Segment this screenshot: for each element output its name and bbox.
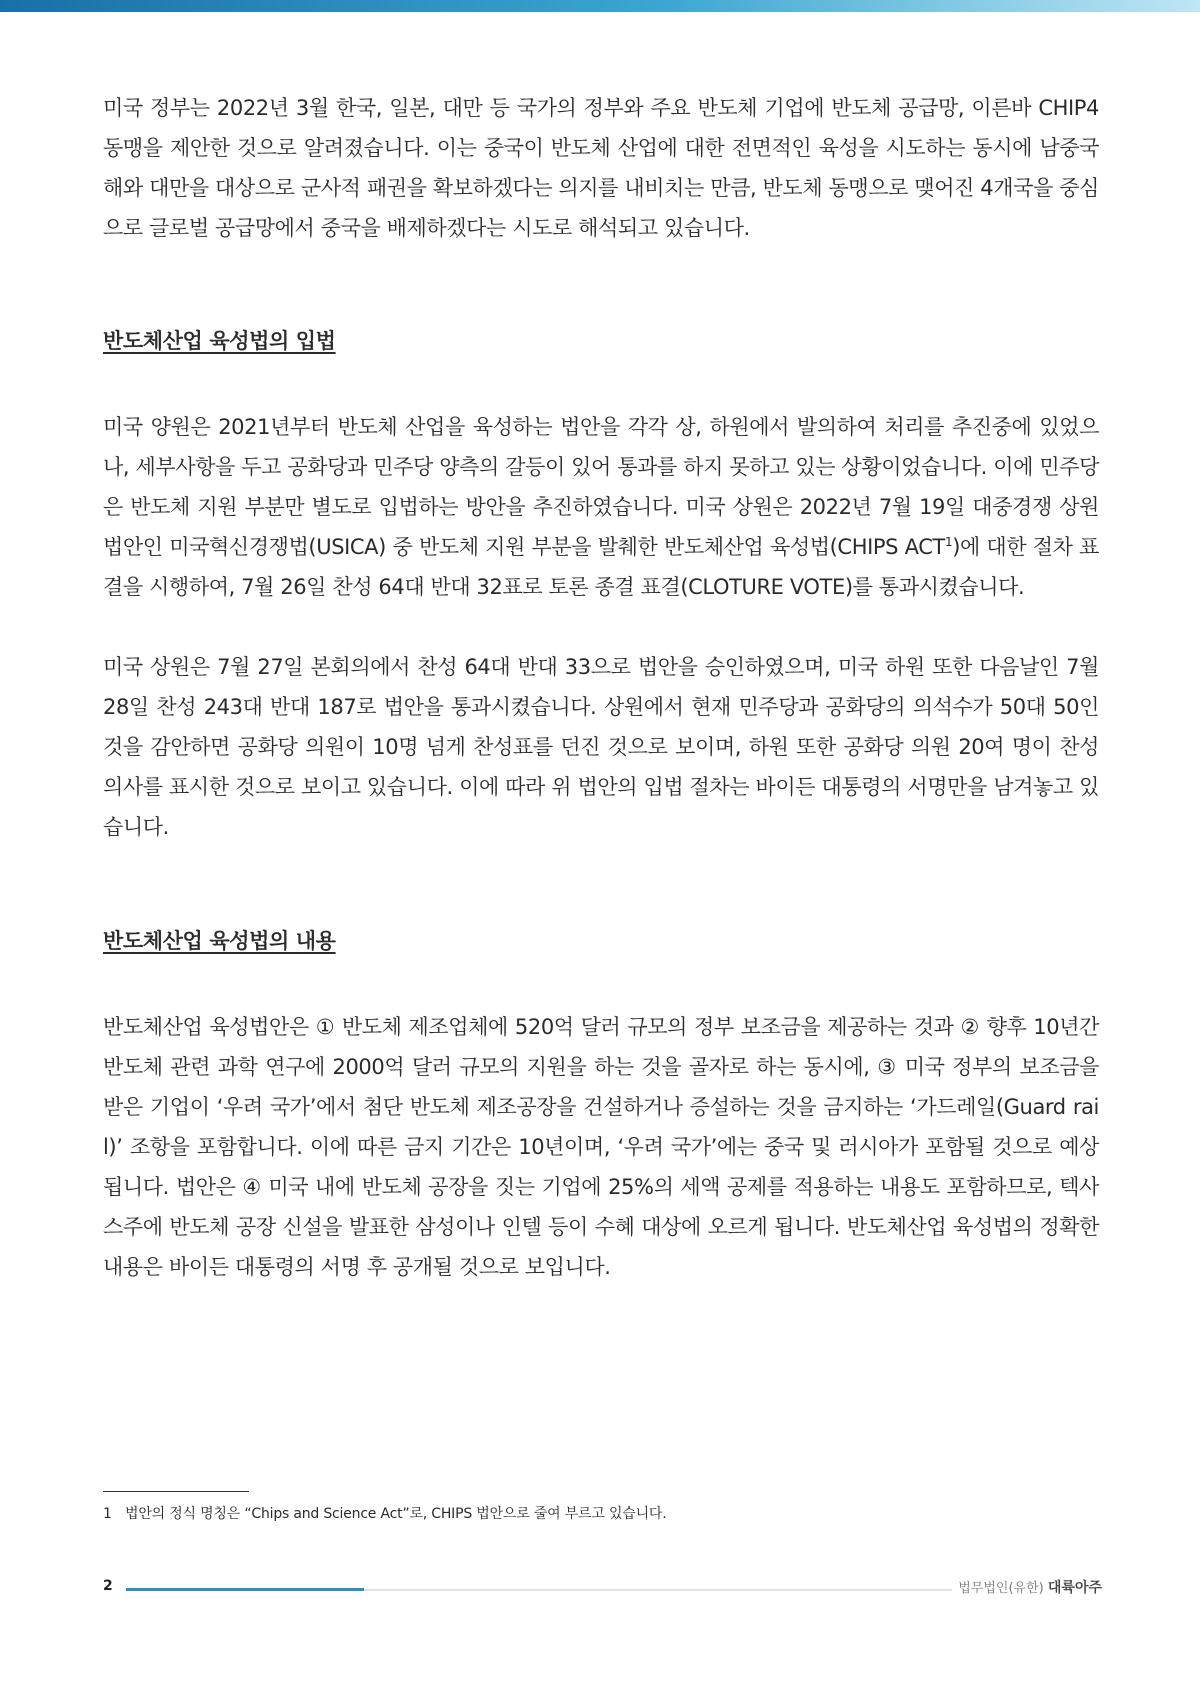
footnote-number: 1 xyxy=(103,1506,112,1522)
paragraph-text: )에 대한 절차 표결을 시행하여, 7월 26일 찬성 64대 반대 32표로 토론 종결 표결(CLOTURE VOTE)를 통과시켰습니다. xyxy=(103,535,1100,599)
paragraph-text: 미국 양원은 2021년부터 반도체 산업을 육성하는 법안을 각각 상, 하원에서 발의하여 처리를 추진중에 있었으나, 세부사항을 두고 공화당과 민주당 양측의 갈등이 있어 통과를 하지 못하고 있는 상황이었습니다. 이에 민주당은 반도체 지원 부분만 별도로 입법하는 방안을 추진하였습니다. 미국 상원은 2022년 7월 19일 대중경쟁 상원 법안인 미국혁신경쟁법(USICA) 중 반도체 지원 부분을 발췌한 반도체산업 육성법(CHIPS ACT xyxy=(103,415,1099,559)
paragraph-senate-vote: 미국 상원은 7월 27일 본회의에서 찬성 64대 반대 33으로 법안을 승인하였으며, 미국 하원 또한 다음날인 7월 28일 찬성 243대 반대 187로 법안을 통과시켰습니다. 상원에서 현재 민주당과 공화당의 의석수가 50대 50인 것을 감안하면 공화당 의원이 10명 넘게 찬성표를 던진 것으로 보이며, 하원 또한 공화당 의원 20여 명이 찬성 의사를 표시한 것으로 보이고 있습니다. 이에 따라 위 법안의 입법 절차는 바이든 대통령의 서명만을 남겨놓고 있습니다. xyxy=(103,655,1099,839)
firm-name: 대륙아주 xyxy=(1047,1580,1102,1596)
paragraph-act-contents: 반도체산업 육성법안은 ① 반도체 제조업체에 520억 달러 규모의 정부 보조금을 제공하는 것과 ② 향후 10년간 반도체 관련 과학 연구에 2000억 달러 규모의 지원을 하는 것을 골자로 하는 동시에, ③ 미국 정부의 보조금을 받은 기업이 ‘우려 국가’에서 첨단 반도체 제조공장을 건설하거나 증설하는 것을 금지하는 ‘가드레일(Guard rail)’ 조항을 포함합니다. 이에 따른 금지 기간은 10년이며, ‘우려 국가’에는 중국 및 러시아가 포함될 것으로 예상됩니다. 법안은 ④ 미국 내에 반도체 공장을 짓는 기업에 25%의 세액 공제를 적용하는 내용도 포함하므로, 텍사스주에 반도체 공장 신설을 발표한 삼성이나 인텔 등이 수혜 대상에 오르게 됩니다. 반도체산업 육성법의 정확한 내용은 바이든 대통령의 서명 후 공개될 것으로 보입니다. xyxy=(103,1015,1099,1279)
paragraph-chip4: 미국 정부는 2022년 3월 한국, 일본, 대만 등 국가의 정부와 주요 반도체 기업에 반도체 공급망, 이른바 CHIP4 동맹을 제안한 것으로 알려졌습니다. 이는 중국이 반도체 산업에 대한 전면적인 육성을 시도하는 동시에 남중국해와 대만을 대상으로 군사적 패권을 확보하겠다는 의지를 내비치는 만큼, 반도체 동맹으로 맺어진 4개국을 중심으로 글로벌 공급망에서 중국을 배제하겠다는 시도로 해석되고 있습니다. xyxy=(103,96,1099,240)
footnote-text: 법안의 정식 명칭은 “Chips and Science Act”로, CHIPS 법안으로 줄여 부르고 있습니다. xyxy=(125,1506,667,1522)
paragraph-legislation-process xyxy=(103,407,1099,607)
document-body xyxy=(103,88,1099,1287)
footnote-reference[interactable]: 1 xyxy=(944,535,953,549)
page-number: 2 xyxy=(103,1578,113,1594)
firm-prefix: 법무법인(유한) xyxy=(958,1581,1044,1596)
footnote xyxy=(103,1502,1003,1526)
footnote-divider xyxy=(103,1491,249,1492)
top-accent-bar xyxy=(0,0,1200,12)
section-heading-legislation: 반도체산업 육성법의 입법 xyxy=(103,329,336,353)
footer-rule-accent xyxy=(126,1588,364,1591)
firm-logo-text xyxy=(958,1577,1102,1597)
section-heading-contents: 반도체산업 육성법의 내용 xyxy=(103,929,336,953)
